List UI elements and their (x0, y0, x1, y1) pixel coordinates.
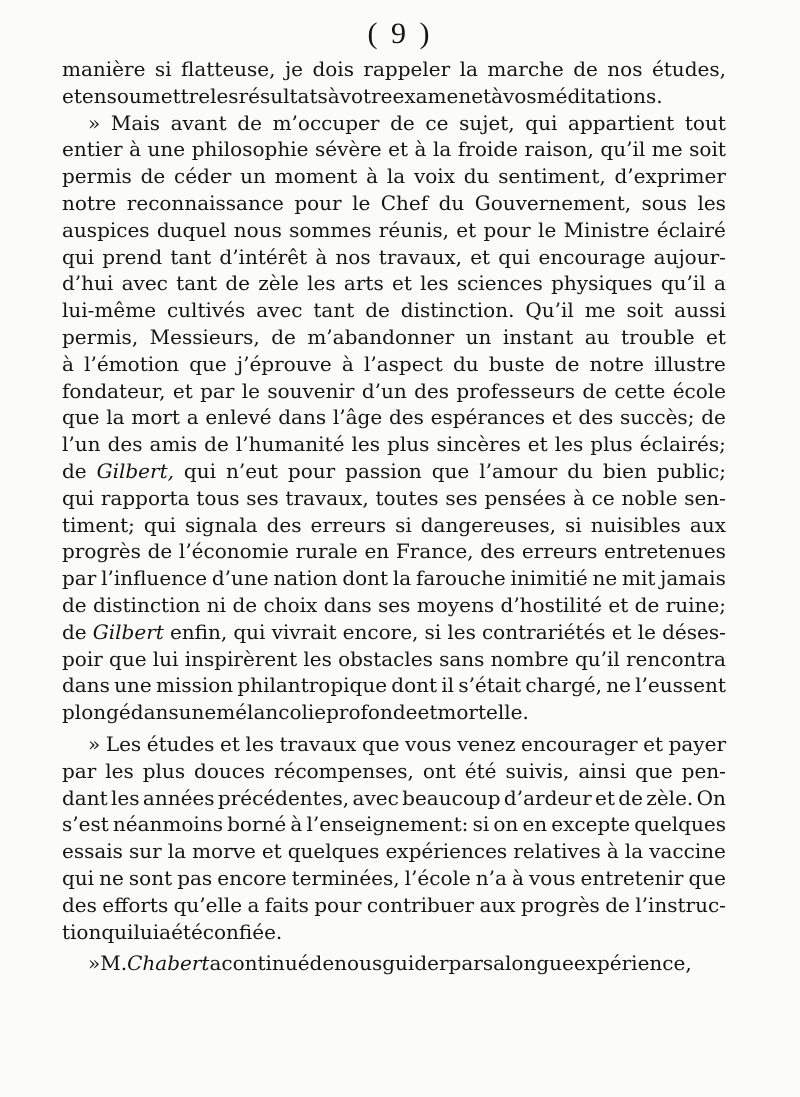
text-line: que la mort a enlevé dans l’âge des espérances et des succès; de (62, 405, 726, 430)
text-line: de Gilbert enfin, qui vivrait encore, si les contrariétés et le déses- (62, 619, 726, 644)
text-line: notre reconnaissance pour le Chef du Gouvernement, sous les (62, 190, 726, 215)
text-line: entier à une philosophie sévère et à la froide raison, qu’il me soit (62, 137, 726, 162)
text-line: s’est néanmoins borné à l’enseignement: si on en excepte quelques (62, 812, 726, 837)
text-line: dans une mission philantropique dont il s’était chargé, ne l’eussent (62, 673, 726, 698)
text-line: qui prend tant d’intérêt à nos travaux, et qui encourage aujour- (62, 244, 726, 269)
text-line: plongé dans une mélancolie profonde et mortelle. (62, 700, 529, 725)
text-line: manière si flatteuse, je dois rappeler la marche de nos études, (62, 57, 726, 81)
text-line: auspices duquel nous sommes réunis, et pour le Ministre éclairé (62, 217, 726, 242)
text-line: par les plus douces récompenses, ont été suivis, ainsi que pen- (62, 758, 726, 783)
text-line: dant les années précédentes, avec beaucoup d’ardeur et de zèle. On (62, 785, 726, 810)
text-line: permis, Messieurs, de m’abandonner un instant au trouble et (62, 324, 726, 349)
body-text (62, 56, 726, 977)
text-line: » Mais avant de m’occuper de ce sujet, qui appartient tout (88, 110, 726, 135)
text-line: qui rapporta tous ses travaux, toutes ses pensées à ce noble sen- (62, 485, 726, 510)
text-line: lui-même cultivés avec tant de distinction. Qu’il me soit aussi (62, 298, 726, 323)
text-line: poir que lui inspirèrent les obstacles sans nombre qu’il rencontra (62, 646, 726, 671)
page-number: ( 9 ) (367, 17, 433, 50)
text-line: d’hui avec tant de zèle les arts et les sciences physiques qu’il a (62, 271, 726, 296)
text-line: tion qui lui a été confiée. (62, 919, 283, 944)
text-line: fondateur, et par le souvenir d’un des professeurs de cette école (62, 378, 726, 403)
text-line: de distinction ni de choix dans ses moyens d’hostilité et de ruine; (62, 592, 726, 617)
text-line: par l’influence d’une nation dont la farouche inimitié ne mit jamais (62, 566, 726, 591)
text-line: et en soumettre les résultats à votre examen et à vos méditations. (62, 83, 663, 108)
text-line: à l’émotion que j’éprouve à l’aspect du buste de notre illustre (62, 351, 726, 376)
text-line: timent; qui signala des erreurs si dangereuses, si nuisibles aux (62, 512, 726, 537)
text-line: essais sur la morve et quelques expériences relatives à la vaccine (62, 839, 726, 864)
text-line: qui ne sont pas encore terminées, l’école n’a à vous entretenir que (62, 865, 726, 890)
text-line: permis de céder un moment à la voix du sentiment, d’exprimer (62, 164, 726, 189)
text-line: l’un des amis de l’humanité les plus sincères et les plus éclairés; (62, 432, 726, 457)
text-line: » M. Chabert a continué de nous guider par sa longue expérience, (88, 951, 692, 976)
text-line: des efforts qu’elle a faits pour contribuer aux progrès de l’instruc- (62, 892, 726, 917)
text-line: de Gilbert, qui n’eut pour passion que l’amour du bien public; (62, 458, 726, 483)
text-line: » Les études et les travaux que vous venez encourager et payer (88, 731, 726, 756)
text-line: progrès de l’économie rurale en France, des erreurs entretenues (62, 539, 726, 564)
